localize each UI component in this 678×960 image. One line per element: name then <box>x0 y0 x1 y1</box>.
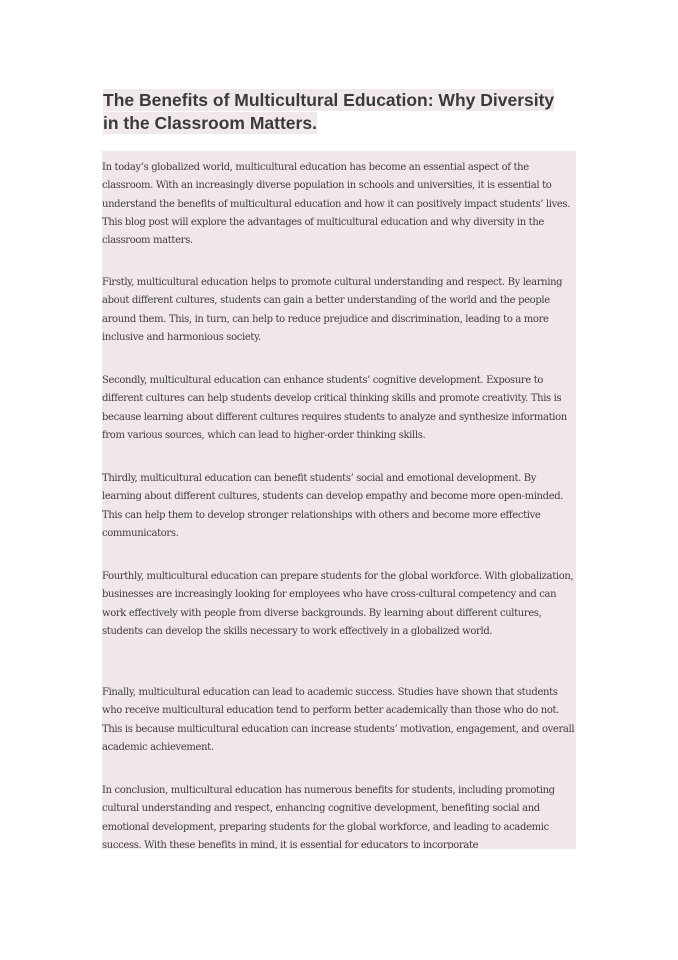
paragraph-fourthly: Fourthly, multicultural education can prepare students for the global workforce. With globalization, businesses are increasingly looking for employees who have cross-cultural competency and can work effectively with people from diverse backgrounds. By learning about different cultures, students can develop the skills necessary to work effectively in a globalized world. <box>102 571 574 637</box>
paragraph-intro: In today’s globalized world, multicultural education has become an essential aspect of the classroom. With an increasingly diverse population in schools and universities, it is essential to understand the benefits of multicultural education and how it can positively impact students’ lives. This blog post will explore the advantages of multicultural education and why diversity in the classroom matters. <box>102 162 571 247</box>
paragraph-thirdly: Thirdly, multicultural education can benefit students’ social and emotional development. By learning about different cultures, students can develop empathy and become more open-minded. This can help them to develop stronger relationships with others and become more effective communicators. <box>102 473 564 539</box>
paragraph-secondly: Secondly, multicultural education can enhance students’ cognitive development. Exposure to different cultures can help students develop critical thinking skills and promote creativity. This is because learning about different cultures requires students to analyze and synthesize information from various sources, which can lead to higher-order thinking skills. <box>102 375 567 441</box>
paragraph-conclusion: In conclusion, multicultural education has numerous benefits for students, including promoting cultural understanding and respect, enhancing cognitive development, benefiting social and emotional development, preparing students for the global workforce, and leading to academic success. With these benefits in mind, it is essential for educators to incorporate <box>102 785 555 849</box>
document-title <box>103 89 573 135</box>
document-title-text: The Benefits of Multicultural Education: Why Diversity in the Classroom Matters. <box>103 90 555 133</box>
paragraph-firstly: Firstly, multicultural education helps to promote cultural understanding and respect. By learning about different cultures, students can gain a better understanding of the world and the people around them. This, in turn, can help to reduce prejudice and discrimination, leading to a more inclusive and harmonious society. <box>102 277 563 343</box>
paragraph-finally: Finally, multicultural education can lead to academic success. Studies have shown that students who receive multicultural education tend to perform better academically than those who do not. This is because multicultural education can increase students’ motivation, engagement, and overall academic achievement. <box>102 687 575 753</box>
document-body <box>102 151 576 849</box>
